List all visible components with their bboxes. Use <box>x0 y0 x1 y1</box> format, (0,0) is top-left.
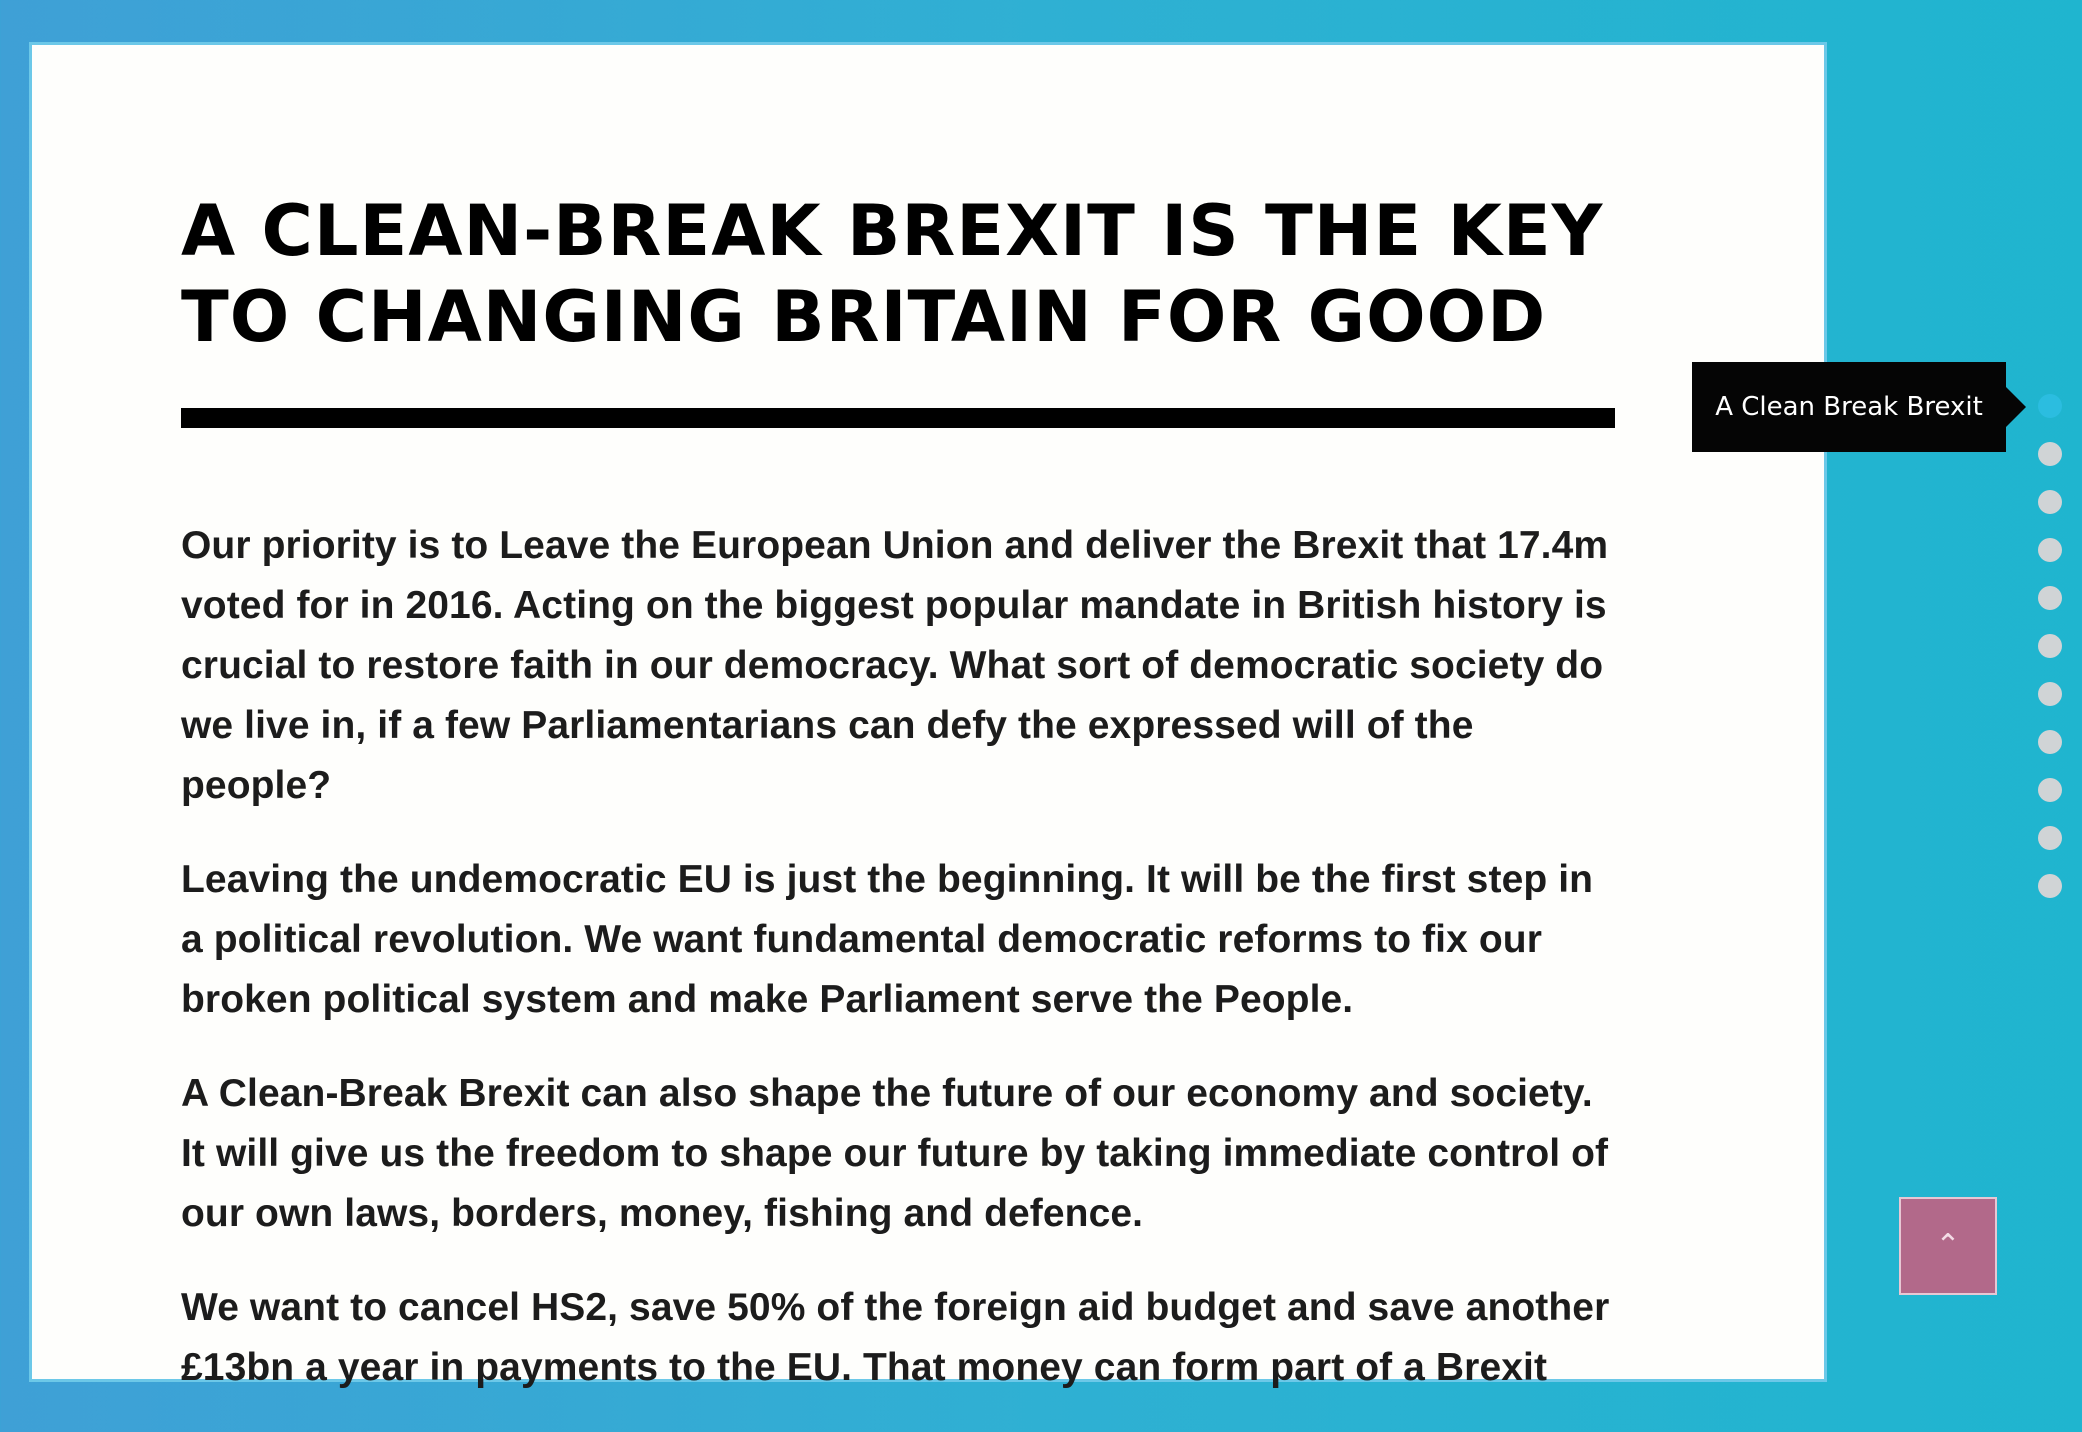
title-divider <box>181 408 1615 428</box>
paragraph: Our priority is to Leave the European Union and deliver the Brexit that 17.4m voted for in 2016. Acting on the biggest popular mandate in British history is crucial to restore faith in our democracy. What sort of democratic society do we live in, if a few Parliamentarians can defy the expressed will of the people? <box>181 524 1609 807</box>
section-dot-8[interactable] <box>2038 730 2062 754</box>
section-dot-9[interactable] <box>2038 778 2062 802</box>
chevron-up-icon: ⌃ <box>1935 1228 1961 1263</box>
title-line-2: TO CHANGING BRITAIN FOR GOOD <box>181 276 1547 358</box>
paragraph: Leaving the undemocratic EU is just the beginning. It will be the first step in a political revolution. We want fundamental democratic reforms to fix our broken political system and make Parliament serve the People. <box>181 858 1594 1021</box>
section-dot-3[interactable] <box>2038 490 2062 514</box>
section-dot-2[interactable] <box>2038 442 2062 466</box>
section-dot-6[interactable] <box>2038 634 2062 658</box>
section-dot-11[interactable] <box>2038 874 2062 898</box>
section-dot-7[interactable] <box>2038 682 2062 706</box>
section-dot-nav <box>2038 394 2064 922</box>
section-dot-10[interactable] <box>2038 826 2062 850</box>
paragraph: We want to cancel HS2, save 50% of the foreign aid budget and save another £13bn a year in payments to the EU. That money can form part of a Brexit <box>181 1286 1610 1389</box>
title-line-1: A CLEAN-BREAK BREXIT IS THE KEY <box>181 190 1604 272</box>
paragraph: A Clean-Break Brexit can also shape the future of our economy and society. It will give us the freedom to shape our future by taking immediate control of our own laws, borders, money, fishing and defence. <box>181 1072 1609 1235</box>
article-body <box>181 516 1621 1398</box>
section-dot-4[interactable] <box>2038 538 2062 562</box>
page-title <box>181 188 1621 360</box>
section-dot-5[interactable] <box>2038 586 2062 610</box>
article <box>181 188 1621 1432</box>
back-to-top-button[interactable] <box>1899 1197 1997 1295</box>
section-dot-1[interactable] <box>2038 394 2062 418</box>
section-tooltip: A Clean Break Brexit <box>1692 362 2006 452</box>
